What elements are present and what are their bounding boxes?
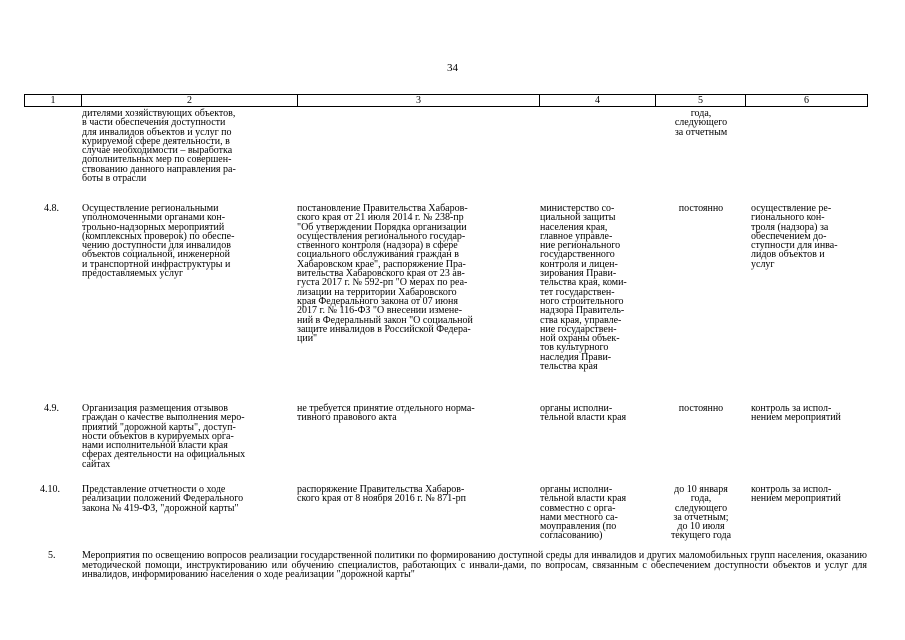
row-legal-act: не требуется принятие отдельного норма- тивного правового акта: [297, 403, 475, 424]
section-number: 5.: [48, 550, 56, 561]
row-legal-act: распоряжение Правительства Хабаров- ского края от 8 ноября 2016 г. № 871-рп: [297, 484, 466, 505]
row-deadline: постоянно: [678, 403, 724, 414]
header-col-1: 1: [25, 95, 82, 106]
header-col-3: 3: [298, 95, 540, 106]
row-number: 4.10.: [40, 484, 60, 495]
row-activity: Организация размещения отзывов граждан о качестве выполнения меро- приятий "дорожной карты", доступ- ности объектов в курируемых орга- нами исполнительной власти края сферах деятельности на официальных сайтах: [82, 403, 246, 470]
row-result: контроль за испол- нением мероприятий: [751, 484, 841, 505]
row-deadline: до 10 января года, следующего за отчетным; до 10 июля текущего года: [670, 484, 732, 542]
row-number: 4.8.: [44, 203, 59, 214]
row-activity: Осуществление региональными уполномоченными органами кон- трольно-надзорных мероприятий (комплексных проверок) по обеспе- чению доступности для инвалидов объектов социальной, инженерной и транспортной инфраструктуры и предоставляемых услуг: [82, 203, 235, 280]
row-number: 4.9.: [44, 403, 59, 414]
row-responsible: органы исполни- тельной власти края: [540, 403, 627, 424]
row-deadline: постоянно: [678, 203, 724, 214]
table-header-row: [24, 94, 868, 107]
header-col-4: 4: [540, 95, 656, 106]
page-number: 34: [447, 62, 458, 74]
row-legal-act: постановление Правительства Хабаров- ского края от 21 июля 2014 г. № 238-пр "Об утверждении Порядка организации осуществления регионального государ- ственного контроля (надзора) в сфере социального обслуживания граждан в Хабаровском крае", распоряжение Пра- вительства Хабаровского края от 23 ав- густа 2017 г. № 592-рп "О мерах по реа- лизации на территории Хабаровского края Федерального закона от 07 июня 2017 г. № 116-ФЗ "О внесении измене- ний в Федеральный закон "О социальной защите инвалидов в Российской Федера- ции": [297, 203, 473, 345]
row-activity: Представление отчетности о ходе реализации положений Федерального закона № 419-ФЗ, "дорожной карты": [82, 484, 244, 514]
header-col-2: 2: [82, 95, 298, 106]
row-responsible: министерство со- циальной защиты населения края, главное управле- ние регионального государственного контроля и лицен- зирования Прави- тельства края, коми- тет государствен- ного строительного надзора Правитель- ства края, управле- ние государствен- ной охраны объек- тов культурного наследия Прави- тельства края: [540, 203, 627, 373]
header-col-5: 5: [656, 95, 746, 106]
section-heading: Мероприятия по освещению вопросов реализации государственной политики по формированию доступной среды для инвалидов и других маломобильных групп населения, оказанию методической помощи, инструктированию или обучению специалистов, работающих с инвали-дами, по вопросам, связанным с обеспечением доступности объектов и услуг для инвалидов, информированию населения о ходе реализации "дорожной карты": [82, 550, 867, 580]
header-col-6: 6: [804, 95, 809, 106]
continued-deadline-text: года, следующего за отчетным: [674, 108, 728, 138]
row-responsible: органы исполни- тельной власти края совместно с орга- нами местного са- моуправления (по согласованию): [540, 484, 627, 542]
continued-activity-text: дителями хозяйствующих объектов, в части обеспечения доступности для инвалидов объектов и услуг по курируемой сфере деятельности, в случае необходимости – выработка дополнительных мер по совершен- ствованию данного направления ра- боты в отрасли: [82, 108, 236, 185]
row-result: осуществление ре- гионального кон- троля (надзора) за обеспечением до- ступности для инва- лидов объектов и услуг: [751, 203, 838, 270]
row-result: контроль за испол- нением мероприятий: [751, 403, 841, 424]
